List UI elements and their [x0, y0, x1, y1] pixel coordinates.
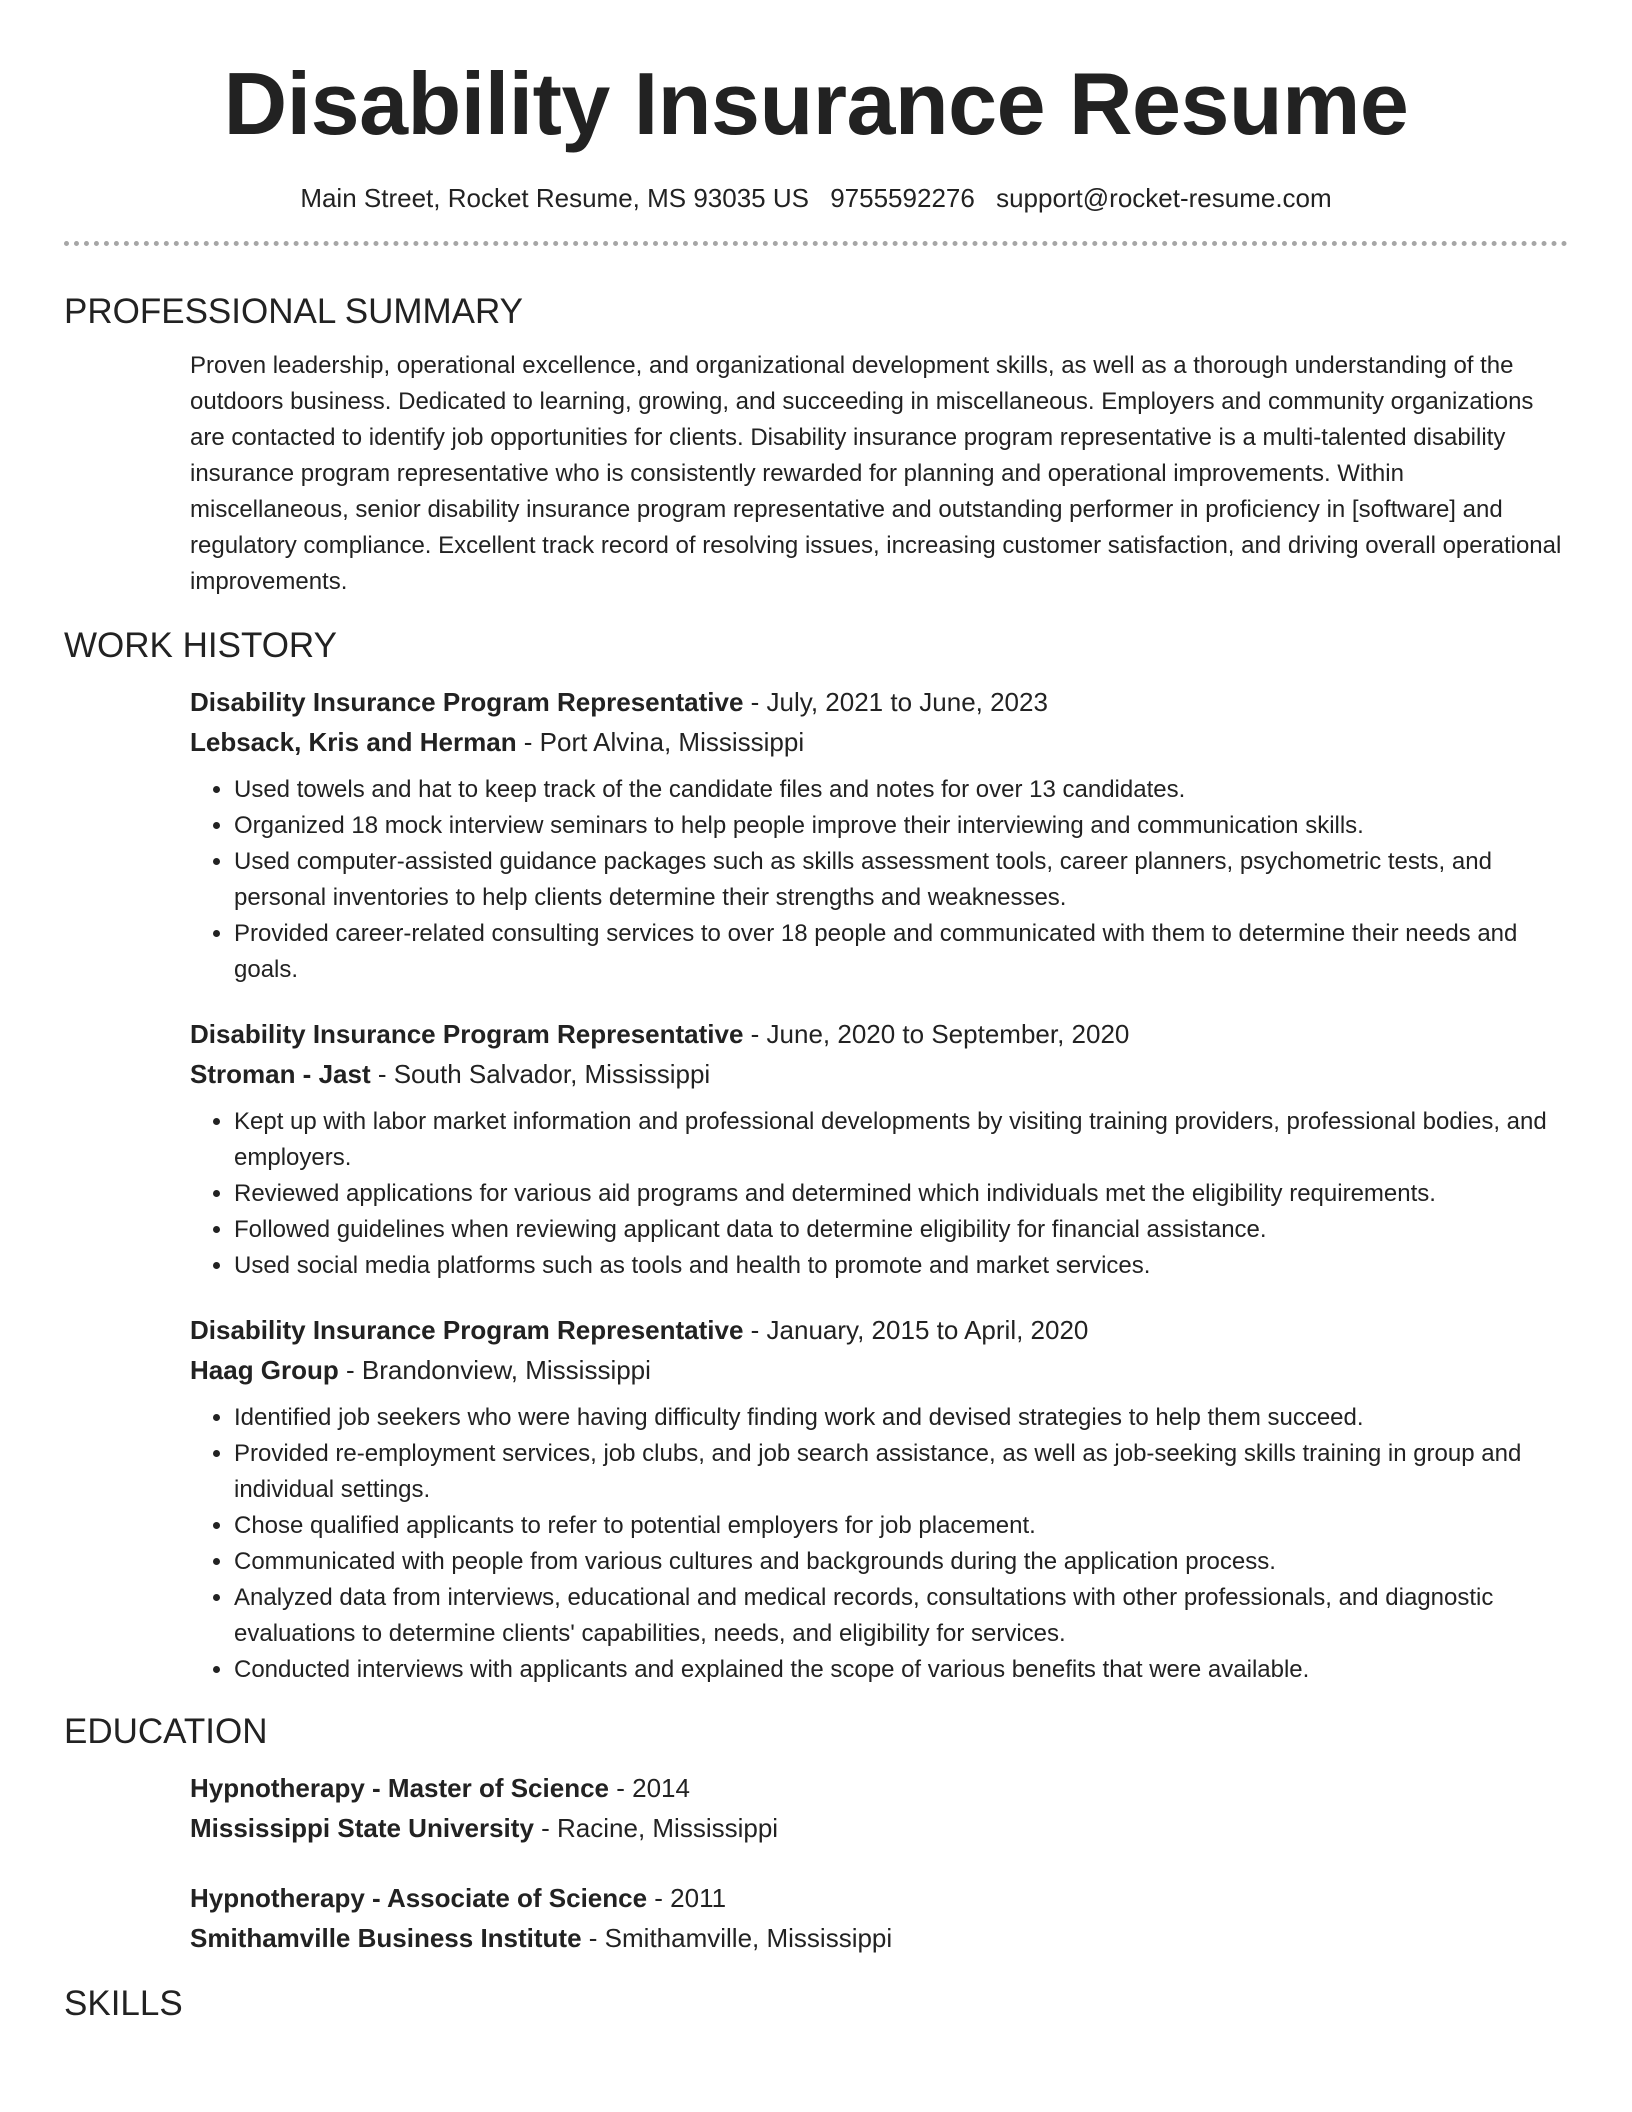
degree-year: - 2011: [647, 1883, 727, 1913]
job-bullets: [190, 1400, 1568, 1688]
job-title: Disability Insurance Program Representative: [190, 687, 744, 717]
work-history-heading: WORK HISTORY: [64, 626, 337, 665]
degree-name: Hypnotherapy - Associate of Science: [190, 1883, 648, 1913]
address: Main Street, Rocket Resume, MS 93035 US: [300, 183, 809, 213]
education-entry: [190, 1768, 1568, 1848]
job-title-line: [190, 1310, 1568, 1350]
job-bullets: [190, 772, 1568, 988]
education-heading: EDUCATION: [64, 1712, 268, 1751]
company-location: - Port Alvina, Mississippi: [516, 727, 805, 757]
school-name: Mississippi State University: [190, 1813, 534, 1843]
job-entry: [190, 1310, 1568, 1688]
resume-page: [64, 0, 1568, 2026]
company-line: [190, 1350, 1568, 1390]
contact-line: [64, 180, 1568, 216]
header-divider: [64, 241, 1568, 246]
school-line: [190, 1918, 1568, 1958]
job-entry: [190, 1014, 1568, 1284]
degree-name: Hypnotherapy - Master of Science: [190, 1773, 609, 1803]
list-item: • Communicated with people from various cultures and backgrounds during the application process.: [234, 1544, 1568, 1580]
degree-year: - 2014: [609, 1773, 690, 1803]
school-location: - Smithamville, Mississippi: [581, 1923, 893, 1953]
skills-heading: SKILLS: [64, 1984, 183, 2023]
job-title-line: [190, 682, 1568, 722]
job-title-line: [190, 1014, 1568, 1054]
list-item: • Chose qualified applicants to refer to potential employers for job placement.: [234, 1508, 1568, 1544]
summary-heading: PROFESSIONAL SUMMARY: [64, 292, 523, 331]
job-entry: [190, 682, 1568, 988]
company-line: [190, 722, 1568, 762]
job-bullets: [190, 1104, 1568, 1284]
list-item: • Followed guidelines when reviewing applicant data to determine eligibility for financial assistance.: [234, 1212, 1568, 1248]
list-item: • Used social media platforms such as tools and health to promote and market services.: [234, 1248, 1568, 1284]
job-dates: - January, 2015 to April, 2020: [743, 1315, 1089, 1345]
degree-line: [190, 1768, 1568, 1808]
list-item: • Used computer-assisted guidance packages such as skills assessment tools, career planners, psychometric tests, and personal inventories to help clients determine their strengths and weaknesses.: [234, 844, 1568, 916]
school-name: Smithamville Business Institute: [190, 1923, 582, 1953]
job-dates: - June, 2020 to September, 2020: [743, 1019, 1130, 1049]
list-item: • Identified job seekers who were having difficulty finding work and devised strategies to help them succeed.: [234, 1400, 1568, 1436]
email: support@rocket-resume.com: [996, 183, 1332, 213]
company-name: Stroman - Jast: [190, 1059, 371, 1089]
list-item: • Organized 18 mock interview seminars to help people improve their interviewing and communication skills.: [234, 808, 1568, 844]
job-dates: - July, 2021 to June, 2023: [743, 687, 1048, 717]
company-name: Haag Group: [190, 1355, 339, 1385]
list-item: • Conducted interviews with applicants and explained the scope of various benefits that were available.: [234, 1652, 1568, 1688]
education-entry: [190, 1878, 1568, 1958]
list-item: • Kept up with labor market information and professional developments by visiting training providers, professional bodies, and employers.: [234, 1104, 1568, 1176]
company-name: Lebsack, Kris and Herman: [190, 727, 517, 757]
company-location: - South Salvador, Mississippi: [370, 1059, 711, 1089]
list-item: • Used towels and hat to keep track of the candidate files and notes for over 13 candidates.: [234, 772, 1568, 808]
job-title: Disability Insurance Program Representative: [190, 1315, 744, 1345]
summary-section: [190, 348, 1568, 600]
company-line: [190, 1054, 1568, 1094]
list-item: • Provided career-related consulting services to over 18 people and communicated with them to determine their needs and goals.: [234, 916, 1568, 988]
job-title: Disability Insurance Program Representative: [190, 1019, 744, 1049]
school-line: [190, 1808, 1568, 1848]
list-item: • Reviewed applications for various aid programs and determined which individuals met the eligibility requirements.: [234, 1176, 1568, 1212]
phone: 9755592276: [830, 183, 975, 213]
summary-text: Proven leadership, operational excellence, and organizational development skills, as well as a thorough understanding of the outdoors business. Dedicated to learning, growing, and succeeding in miscellaneous. Employers and community organizations are contacted to identify job opportunities for clients. Disability insurance program representative is a multi-talented disability insurance program representative who is consistently rewarded for planning and operational improvements. Within miscellaneous, senior disability insurance program representative and outstanding performer in proficiency in [software] and regulatory compliance. Excellent track record of resolving issues, increasing customer satisfaction, and driving overall operational improvements.: [190, 352, 1562, 595]
school-location: - Racine, Mississippi: [533, 1813, 779, 1843]
company-location: - Brandonview, Mississippi: [338, 1355, 651, 1385]
degree-line: [190, 1878, 1568, 1918]
list-item: • Analyzed data from interviews, educational and medical records, consultations with other professionals, and diagnostic evaluations to determine clients' capabilities, needs, and eligibility for services.: [234, 1580, 1568, 1652]
resume-title: Disability Insurance Resume: [223, 54, 1409, 153]
list-item: • Provided re-employment services, job clubs, and job search assistance, as well as job-seeking skills training in group and individual settings.: [234, 1436, 1568, 1508]
